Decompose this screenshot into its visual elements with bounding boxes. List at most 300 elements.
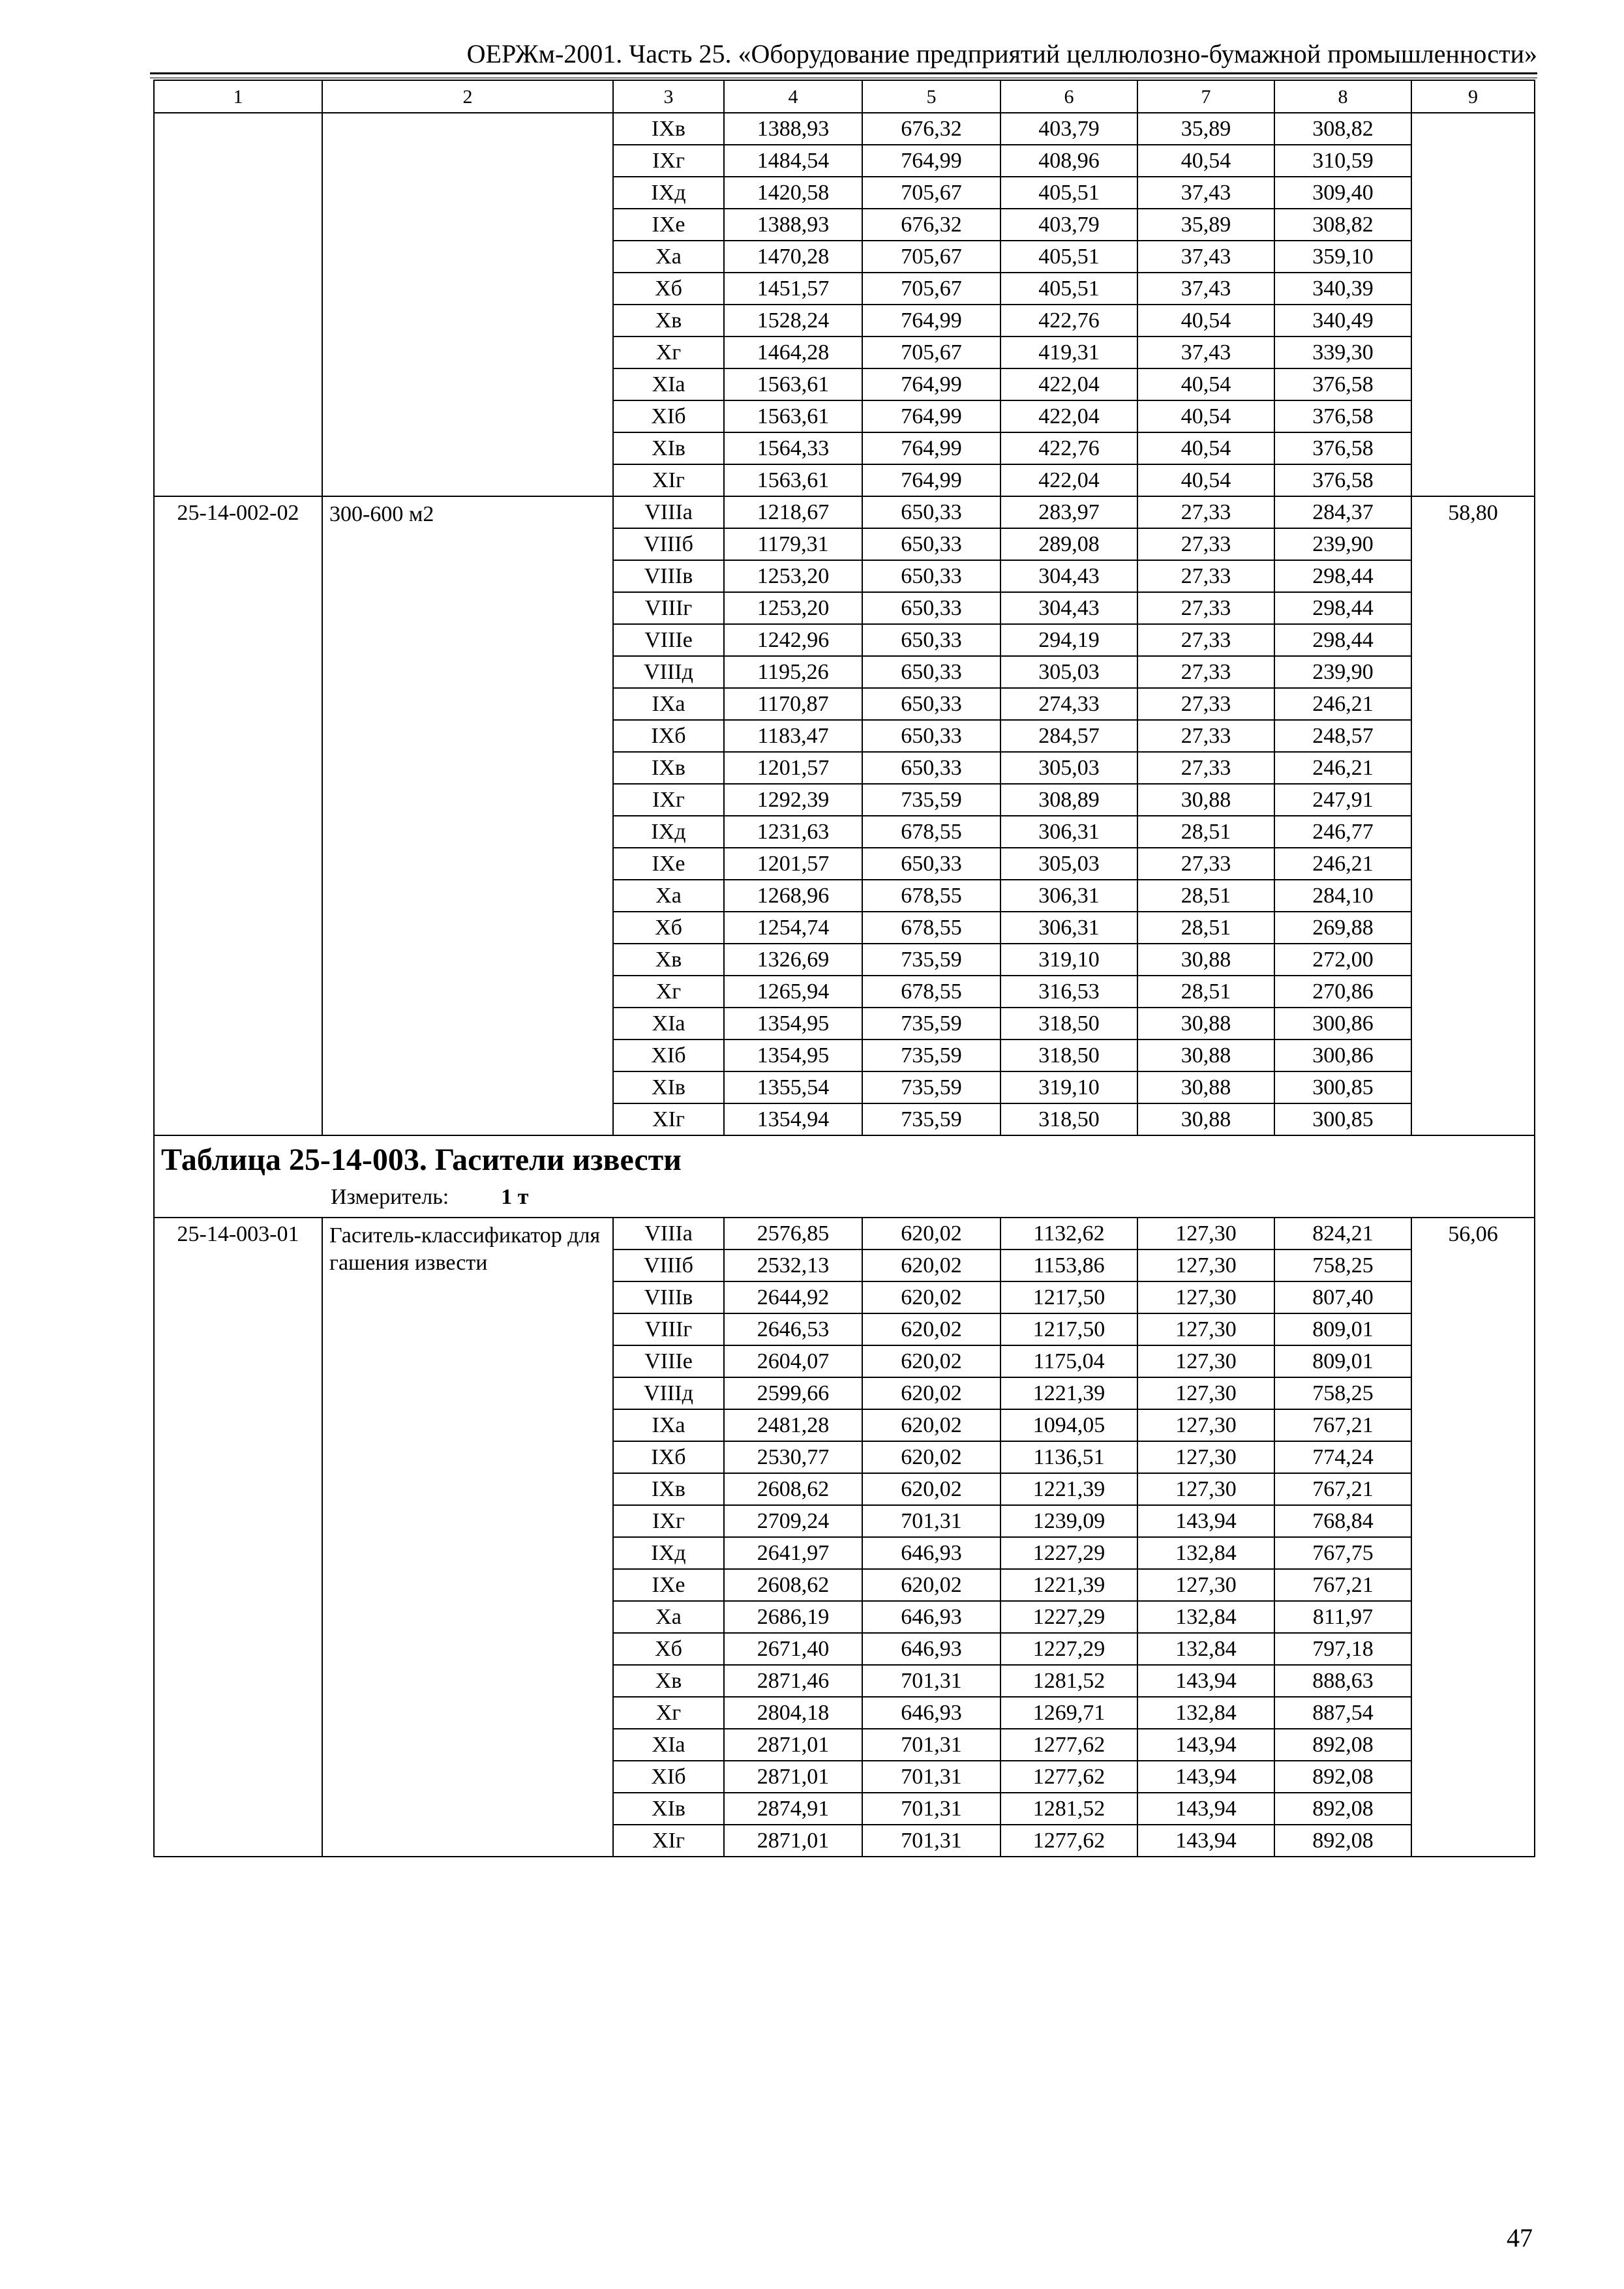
value-col4: 1354,95 — [724, 1008, 862, 1040]
section-title: Таблица 25-14-003. Гасители извести — [161, 1143, 682, 1177]
zone-cell: VIIIд — [613, 656, 724, 688]
value-col9-empty — [1411, 113, 1535, 496]
value-col5: 620,02 — [862, 1377, 1000, 1409]
value-col6: 319,10 — [1000, 1071, 1137, 1103]
column-number: 8 — [1274, 80, 1411, 113]
zone-cell: VIIIв — [613, 560, 724, 592]
value-col5: 705,67 — [862, 241, 1000, 273]
value-col7: 30,88 — [1137, 944, 1274, 976]
value-col4: 2671,40 — [724, 1633, 862, 1665]
value-col6: 305,03 — [1000, 848, 1137, 880]
value-col6: 422,04 — [1000, 464, 1137, 496]
zone-cell: VIIIа — [613, 496, 724, 528]
value-col6: 403,79 — [1000, 113, 1137, 145]
table-row — [154, 113, 1535, 145]
section-heading — [154, 1135, 1535, 1218]
zone-cell: IXе — [613, 848, 724, 880]
zone-cell: XIг — [613, 464, 724, 496]
value-col6: 319,10 — [1000, 944, 1137, 976]
value-col8: 298,44 — [1274, 592, 1411, 624]
zone-cell: Xв — [613, 944, 724, 976]
zone-cell: Xа — [613, 880, 724, 912]
value-col8: 284,10 — [1274, 880, 1411, 912]
value-col7: 40,54 — [1137, 305, 1274, 337]
zone-cell: Xа — [613, 1601, 724, 1633]
value-col8: 767,21 — [1274, 1409, 1411, 1441]
value-col6: 318,50 — [1000, 1103, 1137, 1135]
value-col5: 646,93 — [862, 1697, 1000, 1729]
zone-cell: IXв — [613, 1473, 724, 1505]
value-col4: 1451,57 — [724, 273, 862, 305]
value-col4: 2641,97 — [724, 1537, 862, 1569]
value-col7: 127,30 — [1137, 1249, 1274, 1281]
value-col5: 650,33 — [862, 624, 1000, 656]
value-col5: 620,02 — [862, 1218, 1000, 1249]
value-col7: 37,43 — [1137, 241, 1274, 273]
value-col5: 705,67 — [862, 177, 1000, 209]
value-col5: 646,93 — [862, 1633, 1000, 1665]
value-col7: 143,94 — [1137, 1665, 1274, 1697]
value-col8: 246,21 — [1274, 752, 1411, 784]
zone-cell: IXв — [613, 113, 724, 145]
value-col8: 809,01 — [1274, 1345, 1411, 1377]
value-col7: 132,84 — [1137, 1537, 1274, 1569]
value-col8: 309,40 — [1274, 177, 1411, 209]
value-col7: 37,43 — [1137, 273, 1274, 305]
value-col5: 676,32 — [862, 209, 1000, 241]
value-col6: 1269,71 — [1000, 1697, 1137, 1729]
value-col4: 1268,96 — [724, 880, 862, 912]
value-col5: 620,02 — [862, 1409, 1000, 1441]
measure-line — [161, 1183, 1534, 1212]
value-col6: 408,96 — [1000, 145, 1137, 177]
value-col6: 419,31 — [1000, 337, 1137, 368]
value-col7: 28,51 — [1137, 912, 1274, 944]
rates-table — [153, 80, 1535, 1857]
value-col4: 1528,24 — [724, 305, 862, 337]
value-col5: 701,31 — [862, 1793, 1000, 1825]
value-col5: 650,33 — [862, 848, 1000, 880]
column-number: 7 — [1137, 80, 1274, 113]
value-col7: 40,54 — [1137, 145, 1274, 177]
value-col8: 269,88 — [1274, 912, 1411, 944]
page-number: 47 — [1507, 2223, 1533, 2252]
value-col8: 376,58 — [1274, 400, 1411, 432]
zone-cell: IXв — [613, 752, 724, 784]
value-col5: 620,02 — [862, 1473, 1000, 1505]
value-col5: 701,31 — [862, 1825, 1000, 1857]
value-col4: 1326,69 — [724, 944, 862, 976]
value-col8: 767,21 — [1274, 1569, 1411, 1601]
value-col7: 143,94 — [1137, 1505, 1274, 1537]
zone-cell: IXг — [613, 1505, 724, 1537]
value-col8: 246,21 — [1274, 848, 1411, 880]
value-col6: 1217,50 — [1000, 1281, 1137, 1313]
value-col5: 620,02 — [862, 1313, 1000, 1345]
value-col6: 308,89 — [1000, 784, 1137, 816]
value-col4: 1484,54 — [724, 145, 862, 177]
value-col7: 127,30 — [1137, 1281, 1274, 1313]
value-col4: 2530,77 — [724, 1441, 862, 1473]
value-col8: 300,86 — [1274, 1040, 1411, 1071]
value-col5: 701,31 — [862, 1761, 1000, 1793]
value-col8: 767,75 — [1274, 1537, 1411, 1569]
value-col7: 127,30 — [1137, 1218, 1274, 1249]
value-col4: 2481,28 — [724, 1409, 862, 1441]
rate-name-empty — [322, 113, 613, 496]
value-col6: 283,97 — [1000, 496, 1137, 528]
column-number: 2 — [322, 80, 613, 113]
value-col7: 127,30 — [1137, 1441, 1274, 1473]
value-col6: 422,04 — [1000, 400, 1137, 432]
value-col7: 127,30 — [1137, 1377, 1274, 1409]
value-col5: 735,59 — [862, 784, 1000, 816]
value-col5: 701,31 — [862, 1505, 1000, 1537]
value-col7: 132,84 — [1137, 1633, 1274, 1665]
value-col8: 284,37 — [1274, 496, 1411, 528]
zone-cell: IXа — [613, 688, 724, 720]
value-col6: 1153,86 — [1000, 1249, 1137, 1281]
value-col7: 27,33 — [1137, 560, 1274, 592]
value-col4: 2871,01 — [724, 1761, 862, 1793]
zone-cell: IXг — [613, 784, 724, 816]
zone-cell: IXг — [613, 145, 724, 177]
value-col7: 40,54 — [1137, 432, 1274, 464]
value-col7: 132,84 — [1137, 1601, 1274, 1633]
value-col7: 127,30 — [1137, 1569, 1274, 1601]
value-col6: 294,19 — [1000, 624, 1137, 656]
value-col6: 1221,39 — [1000, 1569, 1137, 1601]
value-col8: 892,08 — [1274, 1761, 1411, 1793]
value-col4: 1183,47 — [724, 720, 862, 752]
value-col7: 27,33 — [1137, 528, 1274, 560]
value-col5: 735,59 — [862, 944, 1000, 976]
value-col6: 318,50 — [1000, 1008, 1137, 1040]
zone-cell: Xа — [613, 241, 724, 273]
value-col8: 887,54 — [1274, 1697, 1411, 1729]
value-col5: 701,31 — [862, 1729, 1000, 1761]
value-col6: 306,31 — [1000, 912, 1137, 944]
value-col4: 1564,33 — [724, 432, 862, 464]
value-col6: 1217,50 — [1000, 1313, 1137, 1345]
section-heading-row — [154, 1135, 1535, 1218]
value-col6: 1227,29 — [1000, 1537, 1137, 1569]
value-col5: 678,55 — [862, 880, 1000, 912]
value-col5: 705,67 — [862, 337, 1000, 368]
value-col8: 310,59 — [1274, 145, 1411, 177]
value-col7: 143,94 — [1137, 1729, 1274, 1761]
value-col8: 888,63 — [1274, 1665, 1411, 1697]
zone-cell: XIг — [613, 1825, 724, 1857]
value-col6: 304,43 — [1000, 592, 1137, 624]
value-col7: 27,33 — [1137, 592, 1274, 624]
column-number-row — [154, 80, 1535, 113]
value-col6: 316,53 — [1000, 976, 1137, 1008]
value-col8: 824,21 — [1274, 1218, 1411, 1249]
value-col5: 620,02 — [862, 1569, 1000, 1601]
value-col4: 2604,07 — [724, 1345, 862, 1377]
value-col8: 340,49 — [1274, 305, 1411, 337]
zone-cell: XIа — [613, 1729, 724, 1761]
value-col7: 127,30 — [1137, 1409, 1274, 1441]
value-col4: 1388,93 — [724, 113, 862, 145]
measure-unit: 1 т — [501, 1185, 529, 1209]
value-col4: 1253,20 — [724, 592, 862, 624]
value-col4: 1218,67 — [724, 496, 862, 528]
zone-cell: VIIIе — [613, 624, 724, 656]
value-col6: 1221,39 — [1000, 1473, 1137, 1505]
value-col6: 422,04 — [1000, 368, 1137, 400]
zone-cell: IXе — [613, 1569, 724, 1601]
value-col4: 2709,24 — [724, 1505, 862, 1537]
value-col9: 58,80 — [1411, 496, 1535, 1135]
value-col7: 27,33 — [1137, 752, 1274, 784]
rate-code-empty — [154, 113, 322, 496]
value-col4: 2608,62 — [724, 1473, 862, 1505]
column-number: 6 — [1000, 80, 1137, 113]
rate-name: Гаситель-классификатор для гашения извести — [322, 1218, 613, 1857]
value-col7: 28,51 — [1137, 976, 1274, 1008]
value-col4: 2804,18 — [724, 1697, 862, 1729]
value-col8: 809,01 — [1274, 1313, 1411, 1345]
header-rule — [150, 72, 1537, 74]
value-col7: 27,33 — [1137, 624, 1274, 656]
value-col5: 705,67 — [862, 273, 1000, 305]
value-col4: 2532,13 — [724, 1249, 862, 1281]
zone-cell: VIIIб — [613, 1249, 724, 1281]
value-col8: 892,08 — [1274, 1825, 1411, 1857]
value-col4: 1242,96 — [724, 624, 862, 656]
value-col8: 758,25 — [1274, 1249, 1411, 1281]
value-col8: 892,08 — [1274, 1793, 1411, 1825]
zone-cell: VIIIб — [613, 528, 724, 560]
value-col4: 1201,57 — [724, 752, 862, 784]
value-col7: 40,54 — [1137, 464, 1274, 496]
value-col7: 35,89 — [1137, 113, 1274, 145]
value-col4: 2608,62 — [724, 1569, 862, 1601]
value-col5: 620,02 — [862, 1345, 1000, 1377]
value-col8: 811,97 — [1274, 1601, 1411, 1633]
value-col6: 1281,52 — [1000, 1793, 1137, 1825]
value-col4: 2644,92 — [724, 1281, 862, 1313]
zone-cell: XIа — [613, 1008, 724, 1040]
value-col8: 892,08 — [1274, 1729, 1411, 1761]
value-col7: 37,43 — [1137, 337, 1274, 368]
zone-cell: XIб — [613, 1761, 724, 1793]
value-col5: 678,55 — [862, 816, 1000, 848]
value-col5: 650,33 — [862, 560, 1000, 592]
value-col6: 1277,62 — [1000, 1825, 1137, 1857]
table-row — [154, 496, 1535, 528]
zone-cell: VIIIе — [613, 1345, 724, 1377]
value-col5: 764,99 — [862, 305, 1000, 337]
value-col7: 27,33 — [1137, 720, 1274, 752]
value-col6: 422,76 — [1000, 432, 1137, 464]
value-col5: 650,33 — [862, 496, 1000, 528]
value-col5: 764,99 — [862, 432, 1000, 464]
value-col5: 620,02 — [862, 1441, 1000, 1473]
value-col6: 1136,51 — [1000, 1441, 1137, 1473]
value-col6: 403,79 — [1000, 209, 1137, 241]
value-col8: 758,25 — [1274, 1377, 1411, 1409]
value-col8: 308,82 — [1274, 113, 1411, 145]
value-col8: 300,85 — [1274, 1103, 1411, 1135]
value-col8: 807,40 — [1274, 1281, 1411, 1313]
value-col7: 143,94 — [1137, 1793, 1274, 1825]
value-col8: 300,86 — [1274, 1008, 1411, 1040]
value-col7: 27,33 — [1137, 688, 1274, 720]
value-col4: 2686,19 — [724, 1601, 862, 1633]
column-number: 9 — [1411, 80, 1535, 113]
value-col5: 676,32 — [862, 113, 1000, 145]
zone-cell: XIг — [613, 1103, 724, 1135]
value-col6: 305,03 — [1000, 752, 1137, 784]
value-col6: 1277,62 — [1000, 1761, 1137, 1793]
value-col8: 298,44 — [1274, 624, 1411, 656]
value-col8: 239,90 — [1274, 528, 1411, 560]
value-col4: 2871,46 — [724, 1665, 862, 1697]
value-col8: 239,90 — [1274, 656, 1411, 688]
value-col7: 28,51 — [1137, 816, 1274, 848]
rate-code: 25-14-003-01 — [154, 1218, 322, 1857]
value-col7: 30,88 — [1137, 1008, 1274, 1040]
zone-cell: XIв — [613, 1793, 724, 1825]
value-col8: 300,85 — [1274, 1071, 1411, 1103]
value-col4: 1388,93 — [724, 209, 862, 241]
value-col4: 1354,95 — [724, 1040, 862, 1071]
value-col4: 1201,57 — [724, 848, 862, 880]
value-col8: 339,30 — [1274, 337, 1411, 368]
value-col7: 40,54 — [1137, 368, 1274, 400]
value-col7: 30,88 — [1137, 1071, 1274, 1103]
value-col5: 735,59 — [862, 1040, 1000, 1071]
value-col6: 1227,29 — [1000, 1633, 1137, 1665]
value-col6: 405,51 — [1000, 273, 1137, 305]
value-col6: 304,43 — [1000, 560, 1137, 592]
value-col6: 1281,52 — [1000, 1665, 1137, 1697]
value-col5: 650,33 — [862, 688, 1000, 720]
value-col5: 646,93 — [862, 1601, 1000, 1633]
value-col7: 143,94 — [1137, 1761, 1274, 1793]
value-col4: 2871,01 — [724, 1825, 862, 1857]
value-col5: 735,59 — [862, 1071, 1000, 1103]
value-col5: 650,33 — [862, 592, 1000, 624]
value-col8: 768,84 — [1274, 1505, 1411, 1537]
rates-table-body — [154, 80, 1535, 1857]
value-col5: 650,33 — [862, 528, 1000, 560]
value-col8: 248,57 — [1274, 720, 1411, 752]
value-col8: 340,39 — [1274, 273, 1411, 305]
zone-cell: XIа — [613, 368, 724, 400]
value-col7: 27,33 — [1137, 848, 1274, 880]
value-col9: 56,06 — [1411, 1218, 1535, 1857]
zone-cell: Xб — [613, 273, 724, 305]
value-col6: 305,03 — [1000, 656, 1137, 688]
rate-name: 300-600 м2 — [322, 496, 613, 1135]
value-col6: 306,31 — [1000, 880, 1137, 912]
rate-code: 25-14-002-02 — [154, 496, 322, 1135]
zone-cell: XIв — [613, 432, 724, 464]
measure-label: Измеритель: — [331, 1185, 449, 1209]
value-col7: 27,33 — [1137, 496, 1274, 528]
value-col7: 30,88 — [1137, 1040, 1274, 1071]
value-col6: 1175,04 — [1000, 1345, 1137, 1377]
zone-cell: XIв — [613, 1071, 724, 1103]
value-col6: 1094,05 — [1000, 1409, 1137, 1441]
zone-cell: XIб — [613, 400, 724, 432]
value-col5: 646,93 — [862, 1537, 1000, 1569]
zone-cell: IXе — [613, 209, 724, 241]
value-col5: 735,59 — [862, 1103, 1000, 1135]
value-col8: 376,58 — [1274, 368, 1411, 400]
value-col7: 40,54 — [1137, 400, 1274, 432]
value-col4: 1195,26 — [724, 656, 862, 688]
value-col4: 1355,54 — [724, 1071, 862, 1103]
value-col5: 764,99 — [862, 368, 1000, 400]
value-col6: 289,08 — [1000, 528, 1137, 560]
value-col6: 306,31 — [1000, 816, 1137, 848]
value-col8: 246,77 — [1274, 816, 1411, 848]
zone-cell: IXб — [613, 1441, 724, 1473]
value-col6: 318,50 — [1000, 1040, 1137, 1071]
value-col7: 127,30 — [1137, 1313, 1274, 1345]
value-col7: 143,94 — [1137, 1825, 1274, 1857]
value-col5: 764,99 — [862, 464, 1000, 496]
value-col7: 127,30 — [1137, 1345, 1274, 1377]
value-col4: 1563,61 — [724, 368, 862, 400]
value-col5: 764,99 — [862, 145, 1000, 177]
value-col8: 308,82 — [1274, 209, 1411, 241]
value-col5: 701,31 — [862, 1665, 1000, 1697]
page-header-title: ОЕРЖм-2001. Часть 25. «Оборудование предприятий целлюлозно-бумажной промышленности» — [466, 39, 1537, 68]
value-col8: 774,24 — [1274, 1441, 1411, 1473]
zone-cell: VIIIг — [613, 592, 724, 624]
zone-cell: Xб — [613, 912, 724, 944]
table-row — [154, 1218, 1535, 1249]
value-col7: 27,33 — [1137, 656, 1274, 688]
zone-cell: IXд — [613, 1537, 724, 1569]
value-col4: 1354,94 — [724, 1103, 862, 1135]
zone-cell: IXд — [613, 816, 724, 848]
value-col7: 28,51 — [1137, 880, 1274, 912]
value-col4: 1563,61 — [724, 400, 862, 432]
value-col4: 2576,85 — [724, 1218, 862, 1249]
value-col6: 405,51 — [1000, 177, 1137, 209]
column-number: 3 — [613, 80, 724, 113]
zone-cell: IXа — [613, 1409, 724, 1441]
column-number: 4 — [724, 80, 862, 113]
value-col5: 620,02 — [862, 1281, 1000, 1313]
value-col6: 422,76 — [1000, 305, 1137, 337]
value-col8: 272,00 — [1274, 944, 1411, 976]
value-col4: 2874,91 — [724, 1793, 862, 1825]
value-col4: 2646,53 — [724, 1313, 862, 1345]
value-col8: 376,58 — [1274, 432, 1411, 464]
value-col5: 620,02 — [862, 1249, 1000, 1281]
value-col4: 1420,58 — [724, 177, 862, 209]
value-col4: 1179,31 — [724, 528, 862, 560]
value-col8: 246,21 — [1274, 688, 1411, 720]
value-col4: 1253,20 — [724, 560, 862, 592]
value-col8: 298,44 — [1274, 560, 1411, 592]
zone-cell: Xг — [613, 1697, 724, 1729]
value-col5: 678,55 — [862, 912, 1000, 944]
zone-cell: VIIIа — [613, 1218, 724, 1249]
value-col8: 247,91 — [1274, 784, 1411, 816]
column-number: 5 — [862, 80, 1000, 113]
value-col5: 650,33 — [862, 720, 1000, 752]
zone-cell: XIб — [613, 1040, 724, 1071]
